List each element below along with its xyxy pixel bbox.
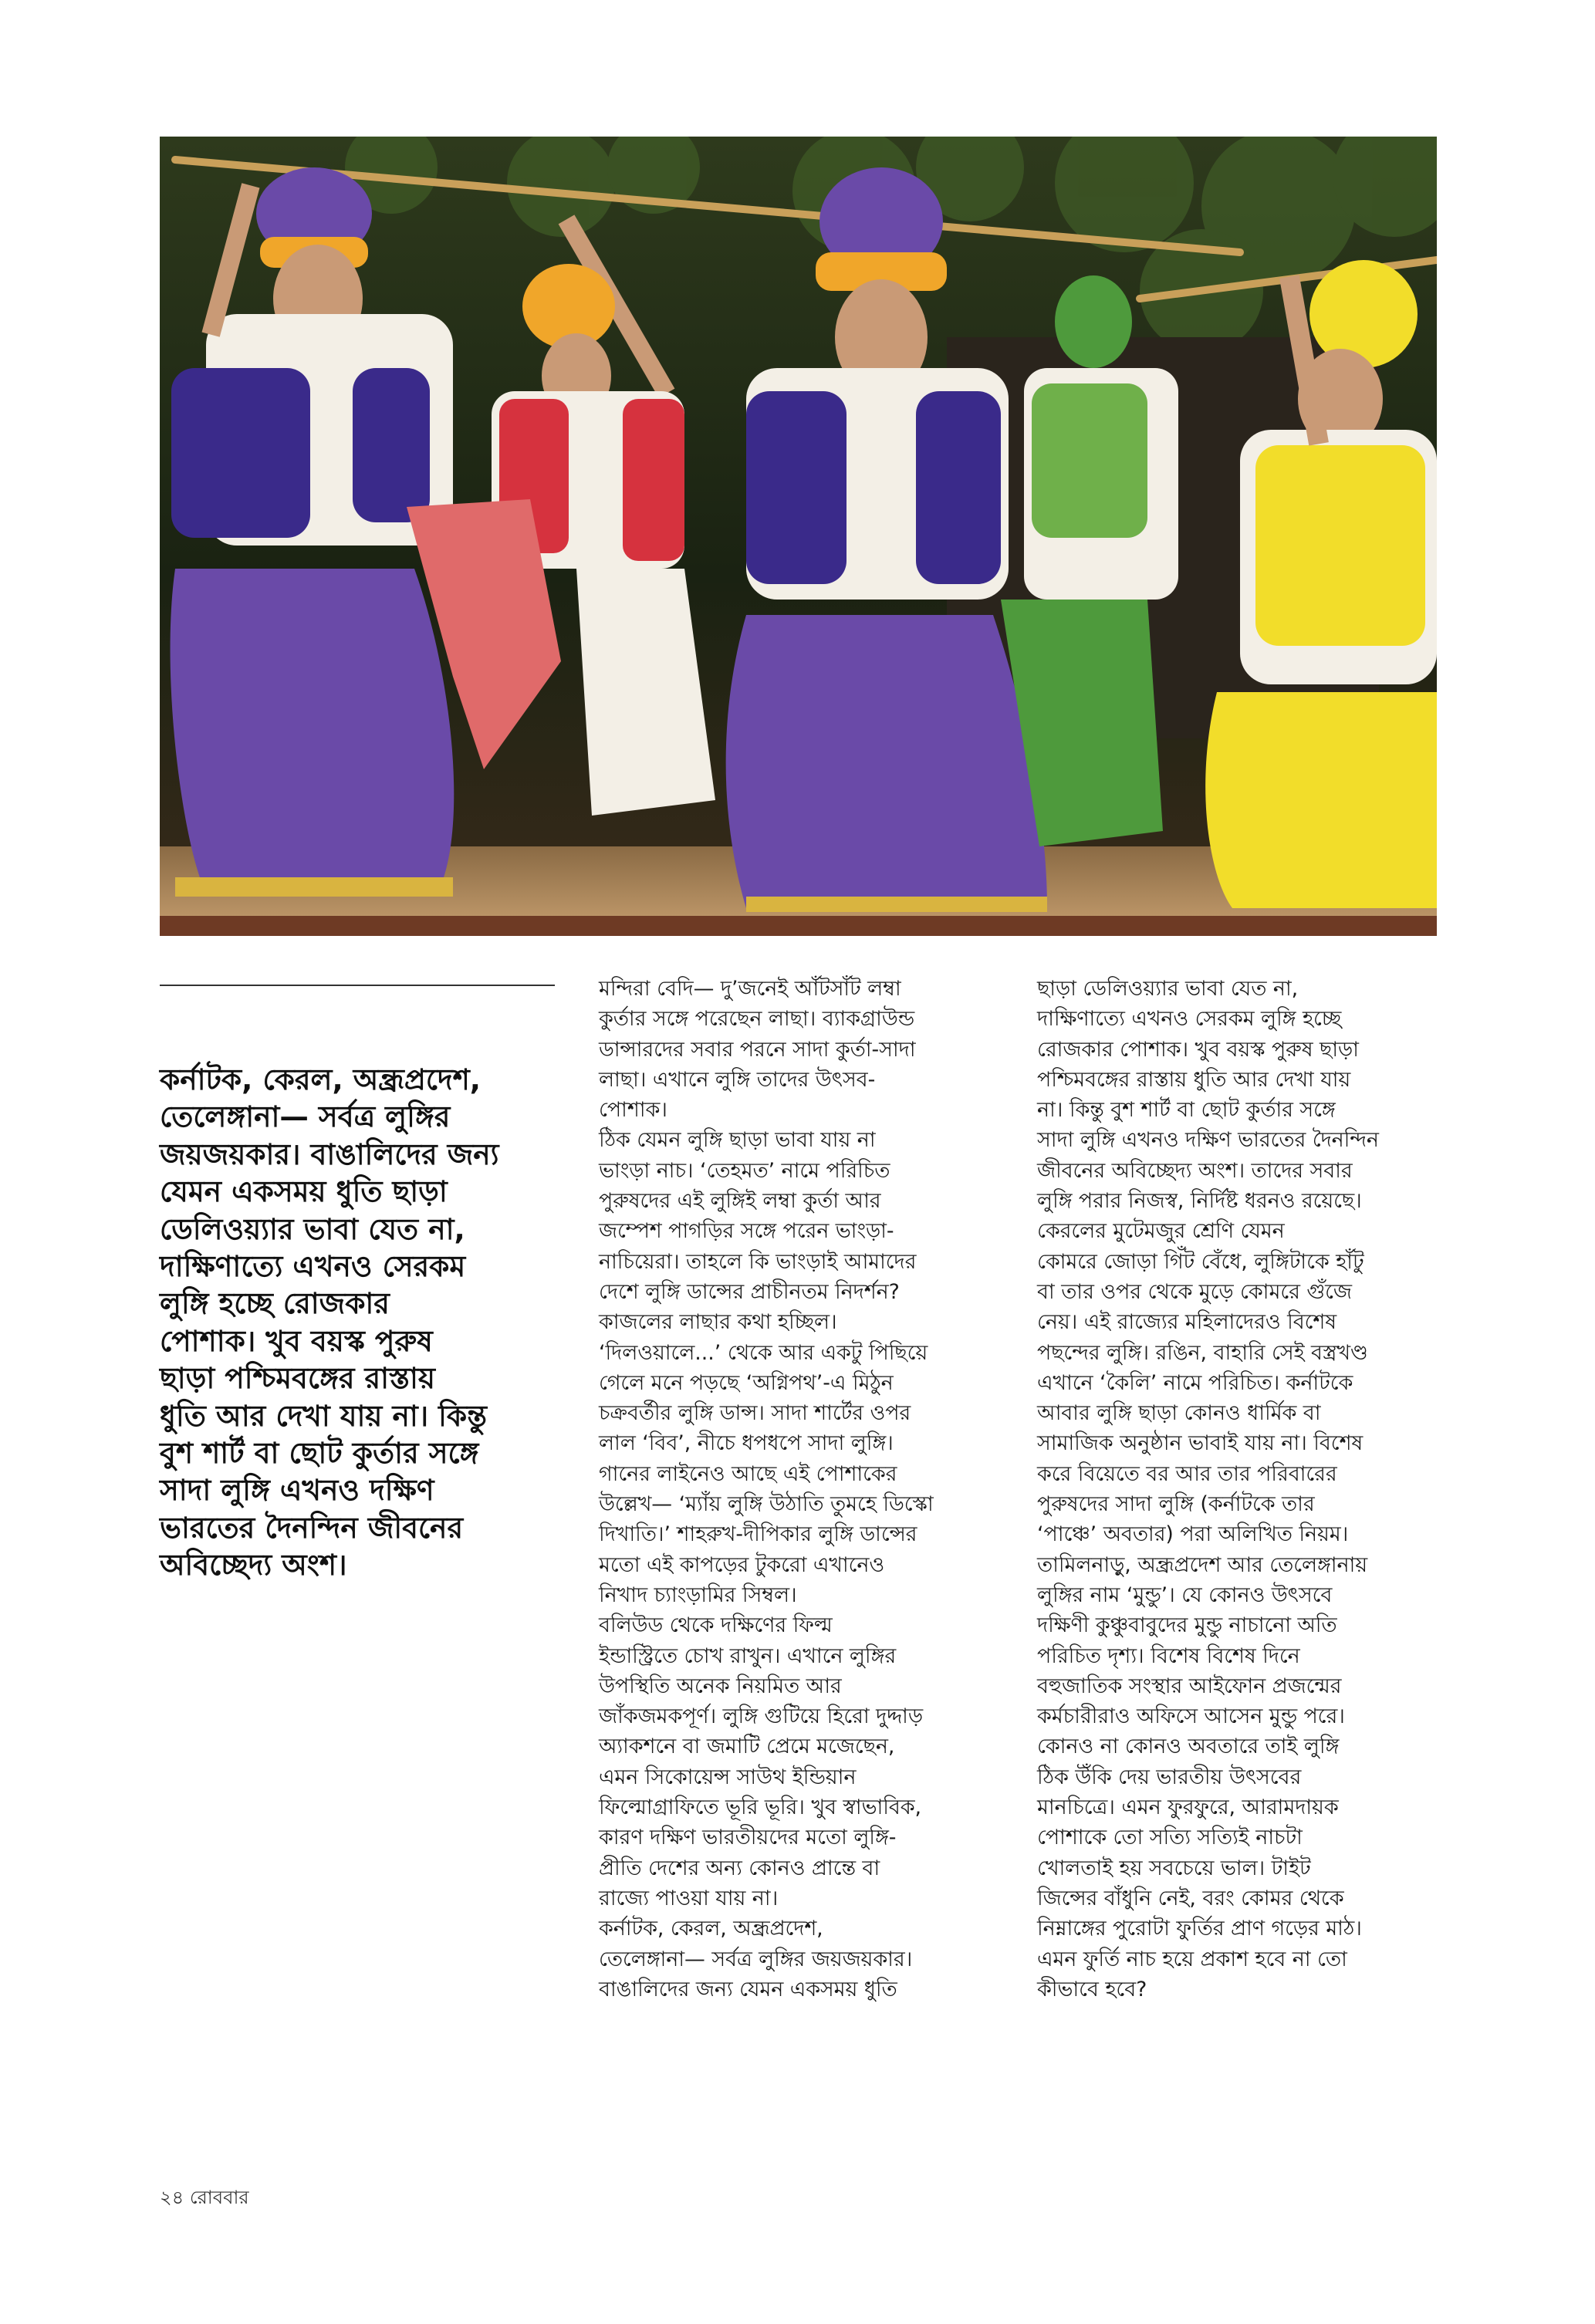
- magazine-name: রোববার: [189, 2187, 249, 2208]
- pullquote-line: লুঙ্গি হচ্ছে রোজকার: [160, 1286, 390, 1321]
- text-line: এখানে ‘কৈলি’ নামে পরিচিত। কর্নাটকে: [1037, 1370, 1353, 1395]
- text-line: মানচিত্রে। এমন ফুরফুরে, আরামদায়ক: [1037, 1795, 1339, 1820]
- text-line: ডান্সারদের সবার পরনে সাদা কুর্তা-সাদা: [599, 1037, 916, 1062]
- text-line: রাজ্যে পাওয়া যায় না।: [599, 1886, 779, 1910]
- text-line: লুঙ্গির নাম ‘মুন্ডু’। যে কোনও উৎসবে: [1037, 1583, 1333, 1607]
- text-line: তেলেঙ্গানা— সর্বত্র লুঙ্গির জয়জয়কার।: [599, 1947, 913, 1971]
- pullquote-line: ধুতি আর দেখা যায় না। কিন্তু: [160, 1398, 487, 1433]
- text-line: সাদা লুঙ্গি এখনও দক্ষিণ ভারতের দৈনন্দিন: [1037, 1128, 1379, 1153]
- text-line: জাঁকজমকপূর্ণ। লুঙ্গি গুটিয়ে হিরো দুদ্দাড়: [599, 1704, 923, 1729]
- text-line: মন্দিরা বেদি— দু’জনেই আঁটসাঁট লম্বা: [599, 977, 901, 1001]
- text-line: দেশে লুঙ্গি ডান্সের প্রাচীনতম নিদর্শন?: [599, 1279, 900, 1304]
- pullquote-line: বুশ শার্ট বা ছোট কুর্তার সঙ্গে: [160, 1436, 479, 1471]
- text-line: নেয়। এই রাজ্যের মহিলাদেরও বিশেষ: [1037, 1310, 1337, 1335]
- text-line: কর্নাটক, কেরল, অন্ধ্রপ্রদেশ,: [599, 1917, 823, 1941]
- article-column-2: [599, 974, 1000, 2005]
- photo-illustration: [160, 137, 1437, 936]
- text-line: লাল ‘বিব’, নীচে ধপধপে সাদা লুঙ্গি।: [599, 1431, 894, 1456]
- text-line: পুরুষদের সাদা লুঙ্গি (কর্নাটকে তার: [1037, 1492, 1315, 1517]
- text-line: না। কিন্তু বুশ শার্ট বা ছোট কুর্তার সঙ্গে: [1037, 1098, 1336, 1123]
- text-line: করে বিয়েতে বর আর তার পরিবারের: [1037, 1461, 1337, 1486]
- text-line: নাচিয়েরা। তাহলে কি ভাংড়াই আমাদের: [599, 1249, 917, 1274]
- text-line: মতো এই কাপড়ের টুকরো এখানেও: [599, 1552, 885, 1577]
- text-line: এমন সিকোয়েন্স সাউথ ইন্ডিয়ান: [599, 1765, 857, 1789]
- text-line: বলিউড থেকে দক্ষিণের ফিল্ম: [599, 1613, 833, 1638]
- text-line: জিন্সের বাঁধুনি নেই, বরং কোমর থেকে: [1037, 1886, 1344, 1910]
- text-line: উল্লেখ— ‘ম্যাঁয় লুঙ্গি উঠাতি তুমহে ডিস্কো: [599, 1492, 934, 1517]
- text-line: কোনও না কোনও অবতারে তাই লুঙ্গি: [1037, 1735, 1340, 1759]
- pullquote-line: কর্নাটক, কেরল, অন্ধ্রপ্রদেশ,: [160, 1062, 482, 1096]
- text-line: পোশাক।: [599, 1098, 667, 1123]
- pullquote-line: সাদা লুঙ্গি এখনও দক্ষিণ: [160, 1473, 434, 1508]
- text-line: ভাংড়া নাচ। ‘তেহমত’ নামে পরিচিত: [599, 1158, 890, 1183]
- text-line: কেরলের মুটেমজুর শ্রেণি যেমন: [1037, 1219, 1285, 1244]
- text-line: চক্রবর্তীর লুঙ্গি ডান্স। সাদা শার্টের ওপর: [599, 1401, 911, 1426]
- text-line: বহুজাতিক সংস্থার আইফোন প্রজন্মের: [1037, 1674, 1342, 1698]
- text-line: এমন ফুর্তি নাচ হয়ে প্রকাশ হবে না তো: [1037, 1947, 1347, 1971]
- text-line: কোমরে জোড়া গিঁট বেঁধে, লুঙ্গিটাকে হাঁটু: [1037, 1249, 1364, 1274]
- pullquote-rule: [160, 985, 555, 986]
- text-line: জম্পেশ পাগড়ির সঙ্গে পরেন ভাংড়া-: [599, 1219, 894, 1244]
- text-line: পুরুষদের এই লুঙ্গিই লম্বা কুর্তা আর: [599, 1189, 881, 1214]
- text-line: দাক্ষিণাত্যে এখনও সেরকম লুঙ্গি হচ্ছে: [1037, 1007, 1342, 1032]
- pullquote-line: ভারতের দৈনন্দিন জীবনের: [160, 1510, 464, 1545]
- text-line: পোশাকে তো সত্যি সত্যিই নাচটা: [1037, 1826, 1303, 1850]
- text-line: পছন্দের লুঙ্গি। রঙিন, বাহারি সেই বস্ত্রখণ্ড: [1037, 1340, 1368, 1365]
- pullquote-line: ছাড়া পশ্চিমবঙ্গের রাস্তায়: [160, 1361, 435, 1396]
- text-line: লাছা। এখানে লুঙ্গি তাদের উৎসব-: [599, 1067, 876, 1092]
- text-line: কর্মচারীরাও অফিসে আসেন মুন্ডু পরে।: [1037, 1704, 1345, 1729]
- page-number: ২৪: [160, 2187, 184, 2208]
- stage-edge: [160, 916, 1437, 936]
- text-line: কাজলের লাছার কথা হচ্ছিল।: [599, 1310, 837, 1335]
- text-line: কারণ দক্ষিণ ভারতীয়দের মতো লুঙ্গি-: [599, 1826, 897, 1850]
- text-line: খোলতাই হয় সবচেয়ে ভাল। টাইট: [1037, 1856, 1311, 1880]
- text-line: বাঙালিদের জন্য যেমন একসময় ধুতি: [599, 1977, 897, 2001]
- text-line: ঠিক যেমন লুঙ্গি ছাড়া ভাবা যায় না: [599, 1128, 876, 1153]
- article-column-3: [1037, 974, 1438, 2005]
- pullquote-line: পোশাক। খুব বয়স্ক পুরুষ: [160, 1323, 433, 1358]
- text-line: দিখাতি।’ শাহরুখ-দীপিকার লুঙ্গি ডান্সের: [599, 1522, 917, 1547]
- text-line: পরিচিত দৃশ্য। বিশেষ বিশেষ দিনে: [1037, 1643, 1300, 1668]
- text-line: উপস্থিতি অনেক নিয়মিত আর: [599, 1674, 842, 1698]
- pullquote-line: অবিচ্ছেদ্য অংশ।: [160, 1548, 347, 1583]
- pullquote-line: তেলেঙ্গানা— সর্বত্র লুঙ্গির: [160, 1100, 451, 1134]
- pullquote-line: জয়জয়কার। বাঙালিদের জন্য: [160, 1137, 499, 1171]
- pullquote-line: যেমন একসময় ধুতি ছাড়া: [160, 1174, 448, 1209]
- text-line: ফিল্মোগ্রাফিতে ভূরি ভূরি। খুব স্বাভাবিক,: [599, 1795, 922, 1820]
- pull-quote: [160, 1061, 561, 1584]
- text-line: নিম্নাঙ্গের পুরোটা ফুর্তির প্রাণ গড়ের মাঠ।: [1037, 1917, 1362, 1941]
- text-line: ‘দিলওয়ালে...’ থেকে আর একটু পিছিয়ে: [599, 1340, 928, 1365]
- text-line: বা তার ওপর থেকে মুড়ে কোমরে গুঁজে: [1037, 1279, 1352, 1304]
- text-line: সামাজিক অনুষ্ঠান ভাবাই যায় না। বিশেষ: [1037, 1431, 1364, 1456]
- text-line: ইন্ডাস্ট্রিতে চোখ রাখুন। এখানে লুঙ্গির: [599, 1643, 897, 1668]
- text-line: নিখাদ চ্যাংড়ামির সিম্বল।: [599, 1583, 797, 1607]
- text-line: পশ্চিমবঙ্গের রাস্তায় ধুতি আর দেখা যায়: [1037, 1067, 1351, 1092]
- text-line: গানের লাইনেও আছে এই পোশাকের: [599, 1461, 897, 1486]
- text-line: অ্যাকশনে বা জমাটি প্রেমে মজেছেন,: [599, 1735, 895, 1759]
- text-line: দক্ষিণী কুঞ্চুবাবুদের মুন্ডু নাচানো অতি: [1037, 1613, 1337, 1638]
- text-line: ঠিক উঁকি দেয় ভারতীয় উৎসবের: [1037, 1765, 1302, 1789]
- text-line: গেলে মনে পড়ছে ‘অগ্নিপথ’-এ মিঠুন: [599, 1370, 894, 1395]
- pullquote-line: দাক্ষিণাত্যে এখনও সেরকম: [160, 1249, 466, 1284]
- text-line: জীবনের অবিচ্ছেদ্য অংশ। তাদের সবার: [1037, 1158, 1353, 1183]
- pullquote-line: ডেলিওয়্যার ভাবা যেত না,: [160, 1211, 465, 1246]
- page-footer: [160, 2184, 249, 2214]
- text-line: ছাড়া ডেলিওয়্যার ভাবা যেত না,: [1037, 977, 1299, 1001]
- text-line: ‘পাঞ্চে’ অবতার) পরা অলিখিত নিয়ম।: [1037, 1522, 1349, 1547]
- text-line: কুর্তার সঙ্গে পরেছেন লাছা। ব্যাকগ্রাউন্ড: [599, 1007, 915, 1032]
- text-line: রোজকার পোশাক। খুব বয়স্ক পুরুষ ছাড়া: [1037, 1037, 1359, 1062]
- text-line: লুঙ্গি পরার নিজস্ব, নির্দিষ্ট ধরনও রয়েছে।: [1037, 1189, 1362, 1214]
- text-line: প্রীতি দেশের অন্য কোনও প্রান্তে বা: [599, 1856, 880, 1880]
- text-line: তামিলনাড়ু, অন্ধ্রপ্রদেশ আর তেলেঙ্গানায়: [1037, 1552, 1368, 1577]
- bhangra-dancers-photo: [160, 137, 1437, 936]
- text-line: আবার লুঙ্গি ছাড়া কোনও ধার্মিক বা: [1037, 1401, 1321, 1426]
- text-line: কীভাবে হবে?: [1037, 1977, 1147, 2001]
